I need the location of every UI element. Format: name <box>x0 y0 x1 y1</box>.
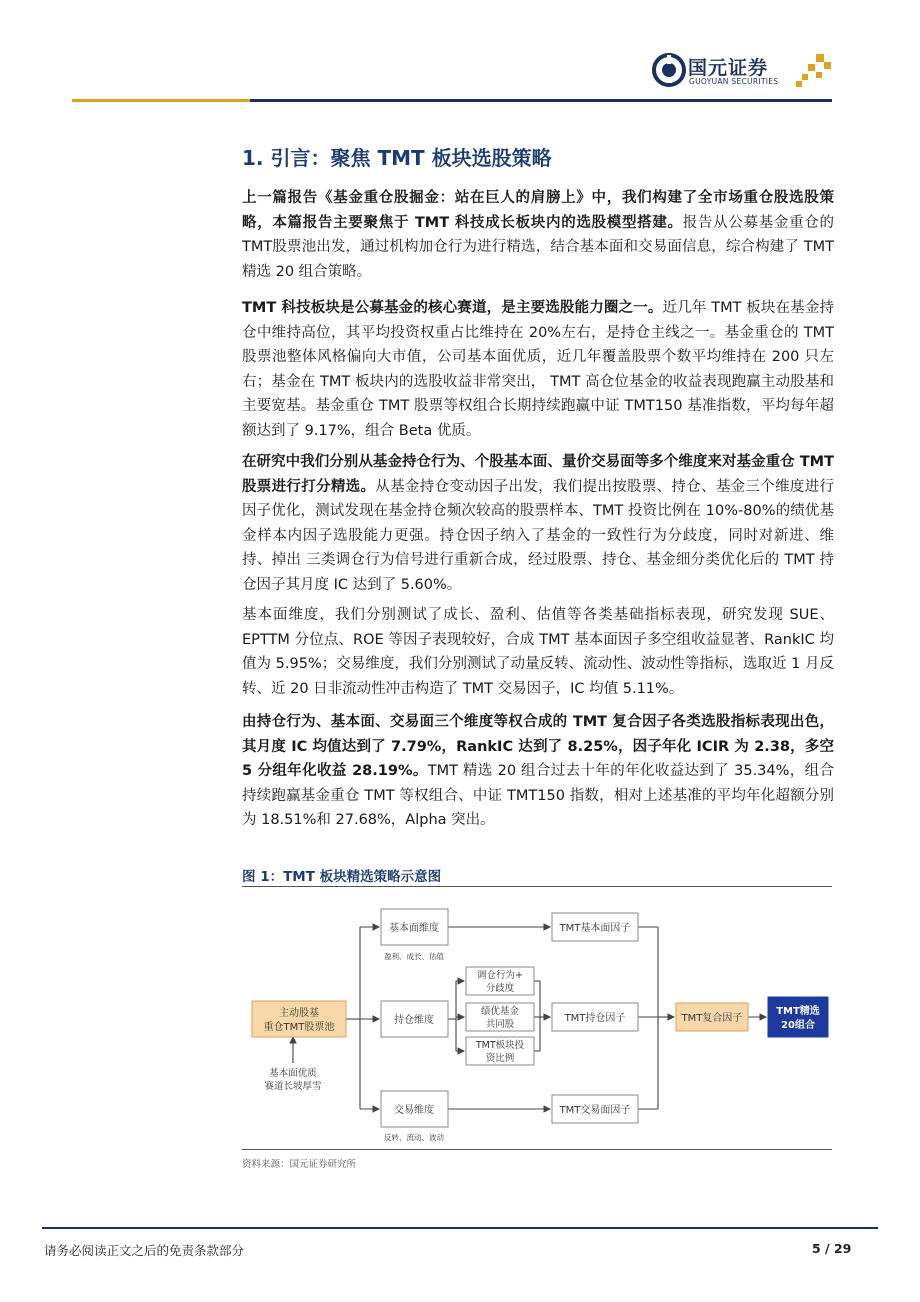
logo-emblem-icon <box>652 53 686 87</box>
paragraph-2 <box>242 296 834 444</box>
paragraph-5-lead: 由持仓行为、基本面、交易面三个维度等权合成的 TMT 复合因子各类选股指标表现出色，其月度 IC 均值达到了 7.79%，RankIC 达到了 8.25%，因子年化 ICIR 为 2.38，多空 5 分组年化收益 28.19%。 <box>242 714 834 780</box>
trading-factor-label: TMT交易面因子 <box>559 1105 631 1116</box>
header-rule-navy <box>250 99 832 102</box>
paragraph-4 <box>242 603 834 701</box>
figure-source: 资料来源：国元证券研究所 <box>242 1159 357 1170</box>
paragraph-2-lead: TMT 科技板块是公募基金的核心赛道，是主要选股能力圈之一。 <box>242 300 663 316</box>
paragraph-1 <box>242 186 834 284</box>
header-rule-gold <box>72 99 250 102</box>
pool-note-1: 基本面优质 <box>269 1068 317 1079</box>
fundamental-note: 盈利、成长、估值 <box>384 952 444 961</box>
tmt-ratio-label-1: TMT板块投 <box>475 1040 525 1051</box>
holding-factor-label: TMT持仓因子 <box>564 1013 626 1024</box>
paragraph-5-body: TMT 精选 20 组合过去十年的年化收益达到了 35.34%，组合持续跑赢基金重仓 TMT 等权组合、中证 TMT150 指数，相对上述基准的平均年化超额分别为 18.51%和 27.68%，Alpha 突出。 <box>242 763 835 829</box>
top-fund-label-2: 共同股 <box>485 1019 515 1030</box>
tmt-ratio-label-2: 资比例 <box>485 1053 515 1064</box>
figure-title: 图 1：TMT 板块精选策略示意图 <box>242 869 442 885</box>
final-portfolio-box <box>768 997 828 1037</box>
paragraph-1-lead: 上一篇报告《基金重仓股掘金：站在巨人的肩膀上》中，我们构建了全市场重仓股选股策略，本篇报告主要聚焦于 TMT 科技成长板块内的选股模型搭建。 <box>242 190 834 231</box>
stock-pool-label-2: 重仓TMT股票池 <box>263 1022 335 1033</box>
top-fund-label-1: 绩优基金 <box>480 1006 520 1017</box>
trading-note: 反转、流动、波动 <box>384 1133 444 1142</box>
paragraph-3-lead: 在研究中我们分别从基金持仓行为、个股基本面、量价交易面等多个维度来对基金重仓 TMT 股票进行打分精选。 <box>242 454 834 495</box>
figure-bottom-rule <box>242 1149 832 1150</box>
logo-text-en: GUOYUAN SECURITIES <box>689 77 779 86</box>
pool-note-2: 赛道长坡厚雪 <box>264 1081 322 1092</box>
rebalance-behavior-label-2: 分歧度 <box>485 983 515 994</box>
paragraph-2-body: 近几年 TMT 板块在基金持仓中维持高位，其平均投资权重占比维持在 20%左右，是持仓主线之一。基金重仓的 TMT 股票池整体风格偏向大市值，公司基本面优质，近几年覆盖股票个数平均维持在 200 只左右；基金在 TMT 板块内的选股收益非常突出， TMT 高仓位基金的收益表现跑赢主动股基和主要宽基。基金重仓 TMT 股票等权组合长期持续跑赢中证 TMT150 基准指数，平均每年超额达到了 9.17%，组合 Beta 优质。 <box>242 300 834 439</box>
trading-dimension-label: 交易维度 <box>394 1105 434 1116</box>
paragraph-3-body: 从基金持仓变动因子出发，我们提出按股票、持仓、基金三个维度进行因子优化，测试发现在基金持仓频次较高的股票样本、TMT 投资比例在 10%-80%的绩优基金样本内因子选股能力更强。持仓因子纳入了基金的一致性行为分歧度，同时对新进、维持、掉出 三类调仓行为信号进行重新合成，经过股票、持仓、基金细分类优化后的 TMT 持仓因子其月度 IC 达到了 5.60%。 <box>242 478 835 593</box>
logo-squares-icon <box>796 54 832 88</box>
section-title: 1. 引言：聚焦 TMT 板块选股策略 <box>242 146 552 170</box>
strategy-diagram <box>242 893 832 1145</box>
fundamental-factor-label: TMT基本面因子 <box>559 923 631 934</box>
composite-factor-label: TMT复合因子 <box>681 1013 743 1024</box>
paragraph-1-body: 报告从公募基金重仓的TMT股票池出发，通过机构加仓行为进行精选，结合基本面和交易面信息，综合构建了 TMT 精选 20 组合策略。 <box>242 214 834 280</box>
rebalance-behavior-label-1: 调仓行为+ <box>477 970 523 981</box>
paragraph-3 <box>242 450 834 598</box>
logo-text-cn: 国元证券 <box>688 57 769 79</box>
paragraph-5 <box>242 710 834 833</box>
fundamental-dimension-label: 基本面维度 <box>389 923 439 934</box>
paragraph-4-body: 基本面维度，我们分别测试了成长、盈利、估值等各类基础指标表现，研究发现 SUE、EPTTM 分位点、ROE 等因子表现较好，合成 TMT 基本面因子多空组收益显著、RankIC 均值为 5.95%；交易维度，我们分别测试了动量反转、流动性、波动性等指标，选取近 1 月反转、近 20 日非流动性冲击构造了 TMT 交易因子，IC 均值 5.11%。 <box>242 607 834 697</box>
footer-rule <box>42 1227 878 1229</box>
page-number: 5 / 29 <box>812 1241 852 1256</box>
final-portfolio-label-2: 20组合 <box>781 1020 815 1031</box>
stock-pool-label-1: 主动股基 <box>279 1008 319 1019</box>
company-logo <box>652 50 832 90</box>
footer-disclaimer: 请务必阅读正文之后的免责条款部分 <box>44 1243 245 1258</box>
final-portfolio-label-1: TMT精选 <box>776 1006 820 1017</box>
holding-dimension-label: 持仓维度 <box>394 1015 434 1026</box>
figure-top-rule <box>242 886 832 887</box>
